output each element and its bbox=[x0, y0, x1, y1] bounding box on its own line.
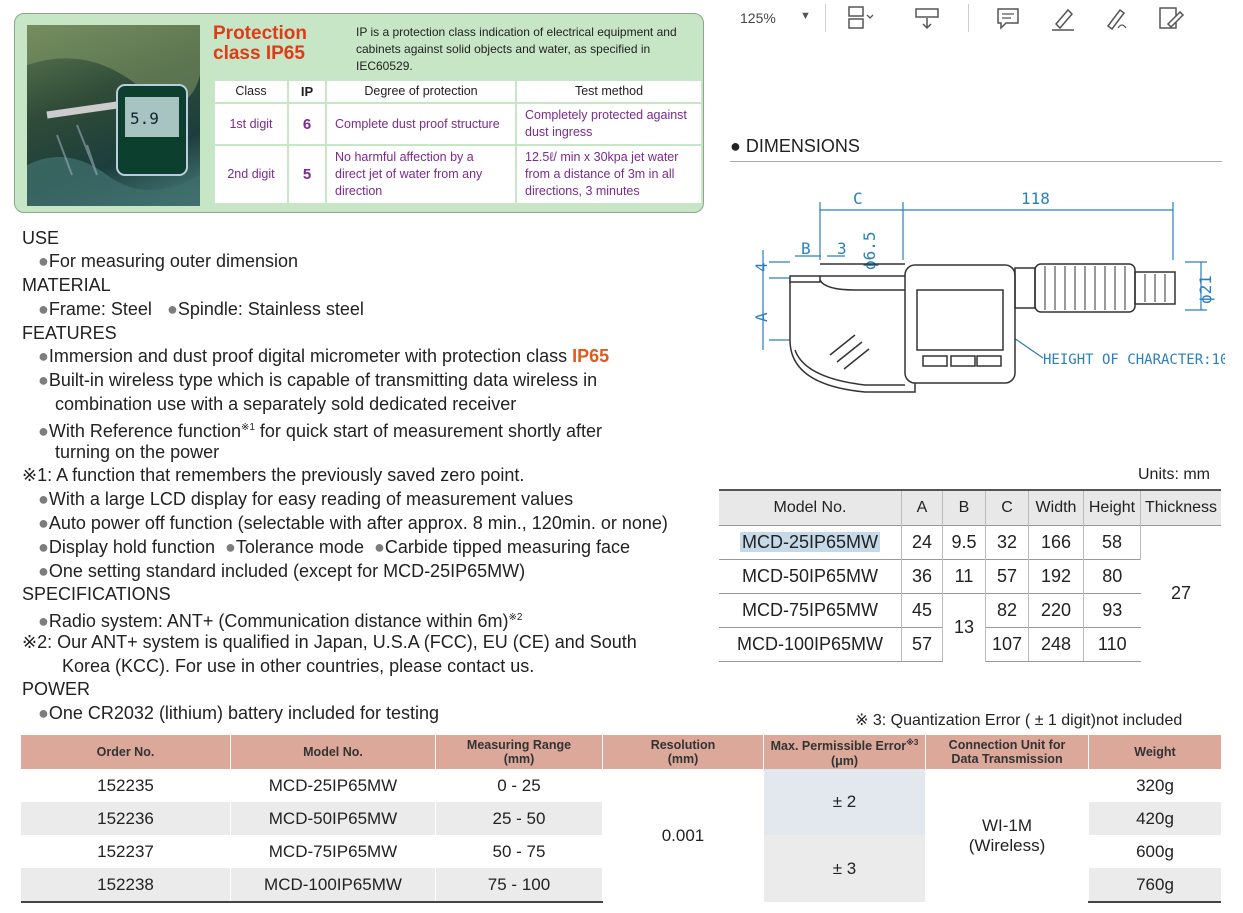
c-cell: 82 bbox=[986, 594, 1029, 628]
specifications-title: SPECIFICATIONS bbox=[22, 584, 171, 604]
features-title: FEATURES bbox=[22, 323, 117, 343]
model-cell: MCD-50IP65MW bbox=[231, 802, 436, 835]
weight-cell: 320g bbox=[1089, 769, 1222, 802]
a-cell: 24 bbox=[902, 526, 943, 560]
edit-icon[interactable] bbox=[1156, 4, 1186, 34]
feature-item: ●Built-in wireless type which is capable of transmitting data wireless in bbox=[38, 370, 598, 390]
height-cell: 93 bbox=[1084, 594, 1141, 628]
dim-label-b: B bbox=[801, 239, 811, 258]
order-no-cell: 152236 bbox=[21, 802, 231, 835]
comment-icon[interactable] bbox=[994, 4, 1024, 34]
dim-label-3: 3 bbox=[837, 239, 847, 258]
c-cell: 57 bbox=[986, 560, 1029, 594]
table-row bbox=[719, 526, 1221, 560]
width-cell: 166 bbox=[1029, 526, 1084, 560]
feature-item: ●With Reference function$^{※1}$ for quick start of measurement shortly after bbox=[38, 421, 603, 441]
highlight-icon[interactable] bbox=[1048, 4, 1078, 34]
ip-test-cell: 12.5ℓ/ min x 30kpa jet water from a distance of 3m in all directions, 3 minutes bbox=[517, 146, 701, 203]
micrometer-water-photo bbox=[27, 25, 200, 206]
dim-label-c: C bbox=[853, 189, 863, 208]
col-header: Order No. bbox=[21, 735, 231, 769]
ip-degree-cell: No harmful affection by a direct jet of water from any direction bbox=[327, 146, 515, 203]
table-row bbox=[21, 769, 1221, 802]
connection-cell: WI-1M (Wireless) bbox=[926, 769, 1089, 902]
model-dimensions-table bbox=[719, 489, 1221, 662]
ip-digit-cell: 5 bbox=[289, 146, 325, 203]
a-cell: 36 bbox=[902, 560, 943, 594]
ip-header-ip: IP bbox=[289, 81, 325, 102]
feature-item: ●One setting standard included (except for MCD-25IP65MW) bbox=[38, 561, 526, 581]
col-header: Resolution (mm) bbox=[603, 735, 764, 769]
col-header: A bbox=[902, 490, 943, 526]
col-header: Thickness bbox=[1141, 490, 1222, 526]
feature-item: ●Auto power off function (selectable with after approx. 8 min., 120min. or none) bbox=[38, 513, 668, 533]
model-cell: MCD-100IP65MW bbox=[231, 868, 436, 902]
use-title: USE bbox=[22, 228, 60, 248]
weight-cell: 760g bbox=[1089, 868, 1222, 902]
ip-digit-cell: 6 bbox=[289, 104, 325, 144]
b-cell-merged: 13 bbox=[943, 594, 986, 662]
svg-text:5.9: 5.9 bbox=[130, 109, 159, 128]
material-title: MATERIAL bbox=[22, 275, 111, 295]
spec-item: ●Radio system: ANT+ (Communication distance within 6m)$^{※2}$ bbox=[38, 611, 523, 631]
height-cell: 58 bbox=[1084, 526, 1141, 560]
c-cell: 32 bbox=[986, 526, 1029, 560]
page-view-icon[interactable] bbox=[845, 4, 875, 34]
model-cell-selected[interactable]: MCD-25IP65MW bbox=[741, 532, 879, 552]
width-cell: 192 bbox=[1029, 560, 1084, 594]
order-no-cell: 152238 bbox=[21, 868, 231, 902]
dim-label-phi21: ϕ21 bbox=[1196, 275, 1215, 304]
a-cell: 45 bbox=[902, 594, 943, 628]
feature-item: ●With a large LCD display for easy reading of measurement values bbox=[38, 489, 574, 509]
pdf-toolbar bbox=[720, 0, 1243, 40]
power-item: ●One CR2032 (lithium) battery included for testing bbox=[38, 703, 440, 723]
feature-item: ●Display hold function ●Tolerance mode ●Carbide tipped measuring face bbox=[38, 537, 630, 557]
model-cell: MCD-25IP65MW bbox=[231, 769, 436, 802]
zoom-level[interactable]: 125% bbox=[740, 10, 776, 26]
zoom-dropdown-icon[interactable]: ▼ bbox=[800, 10, 811, 22]
dim-label-character: HEIGHT OF CHARACTER:10 bbox=[1043, 352, 1225, 368]
ip-header-class: Class bbox=[215, 81, 287, 102]
toolbar-divider bbox=[825, 4, 826, 32]
col-header: Model No. bbox=[231, 735, 436, 769]
col-header: Max. Permissible Error$^{※3}$ (μm) bbox=[764, 735, 926, 769]
power-title: POWER bbox=[22, 679, 91, 699]
dimensions-title: ● DIMENSIONS bbox=[730, 136, 860, 156]
use-item: ●For measuring outer dimension bbox=[38, 251, 298, 271]
feature-item: ●Immersion and dust proof digital micrometer with protection class IP65 bbox=[38, 346, 610, 366]
col-header: Weight bbox=[1089, 735, 1222, 769]
col-header: Model No. bbox=[719, 490, 902, 526]
ip-class-table bbox=[213, 79, 703, 205]
height-cell: 110 bbox=[1084, 628, 1141, 662]
micrometer-dimension-diagram bbox=[745, 180, 1225, 410]
mpe-cell: ± 2 bbox=[764, 769, 926, 835]
resolution-cell: 0.001 bbox=[603, 769, 764, 902]
col-header: Measuring Range (mm) bbox=[436, 735, 603, 769]
dim-label-phi65: ϕ6.5 bbox=[860, 231, 879, 270]
dim-label-118: 118 bbox=[1021, 189, 1050, 208]
thickness-cell: 27 bbox=[1141, 526, 1222, 662]
toolbar-divider bbox=[968, 4, 969, 32]
range-cell: 50 - 75 bbox=[436, 835, 603, 868]
col-header: Connection Unit for Data Transmission bbox=[926, 735, 1089, 769]
b-cell: 11 bbox=[943, 560, 986, 594]
order-no-cell: 152237 bbox=[21, 835, 231, 868]
order-table bbox=[21, 735, 1221, 903]
footnote-2-cont: Korea (KCC). For use in other countries, please contact us. bbox=[62, 656, 535, 676]
ip-degree-cell: Complete dust proof structure bbox=[327, 104, 515, 144]
quantization-note: ※ 3: Quantization Error ( ± 1 digit)not included bbox=[855, 712, 1183, 729]
weight-cell: 600g bbox=[1089, 835, 1222, 868]
range-cell: 75 - 100 bbox=[436, 868, 603, 902]
height-cell: 80 bbox=[1084, 560, 1141, 594]
ip-test-cell: Completely protected against dust ingress bbox=[517, 104, 701, 144]
footnote-1: ※1: A function that remembers the previously saved zero point. bbox=[22, 465, 525, 485]
scroll-icon[interactable] bbox=[913, 4, 943, 34]
model-cell: MCD-75IP65MW bbox=[231, 835, 436, 868]
ip65-title: Protection class IP65 bbox=[213, 23, 307, 64]
ip-header-test: Test method bbox=[517, 81, 701, 102]
footnote-2: ※2: Our ANT+ system is qualified in Japan, U.S.A (FCC), EU (CE) and South bbox=[22, 632, 637, 652]
col-header: Height bbox=[1084, 490, 1141, 526]
width-cell: 220 bbox=[1029, 594, 1084, 628]
c-cell: 107 bbox=[986, 628, 1029, 662]
ip-class-cell: 2nd digit bbox=[215, 146, 287, 203]
weight-cell: 420g bbox=[1089, 802, 1222, 835]
dim-label-4: 4 bbox=[752, 262, 771, 272]
a-cell: 57 bbox=[902, 628, 943, 662]
range-cell: 0 - 25 bbox=[436, 769, 603, 802]
col-header: C bbox=[986, 490, 1029, 526]
feature-item-cont: turning on the power bbox=[55, 442, 220, 462]
ip-class-cell: 1st digit bbox=[215, 104, 287, 144]
model-cell: MCD-100IP65MW bbox=[719, 628, 902, 662]
units-label: Units: mm bbox=[1138, 466, 1210, 483]
feature-item-cont: combination use with a separately sold dedicated receiver bbox=[55, 394, 517, 414]
model-cell: MCD-75IP65MW bbox=[719, 594, 902, 628]
col-header: Width bbox=[1029, 490, 1084, 526]
dim-label-a: A bbox=[752, 312, 771, 322]
col-header: B bbox=[943, 490, 986, 526]
draw-icon[interactable] bbox=[1102, 4, 1132, 34]
dimensions-rule bbox=[730, 161, 1222, 162]
ip65-description: IP is a protection class indication of electrical equipment and cabinets against solid objects and water, as specified in IEC60529. bbox=[356, 25, 677, 73]
material-item: ●Frame: Steel ●Spindle: Stainless steel bbox=[38, 299, 364, 319]
model-cell: MCD-50IP65MW bbox=[719, 560, 902, 594]
ip-header-degree: Degree of protection bbox=[327, 81, 515, 102]
order-no-cell: 152235 bbox=[21, 769, 231, 802]
mpe-cell: ± 3 bbox=[764, 835, 926, 902]
b-cell: 9.5 bbox=[943, 526, 986, 560]
width-cell: 248 bbox=[1029, 628, 1084, 662]
range-cell: 25 - 50 bbox=[436, 802, 603, 835]
